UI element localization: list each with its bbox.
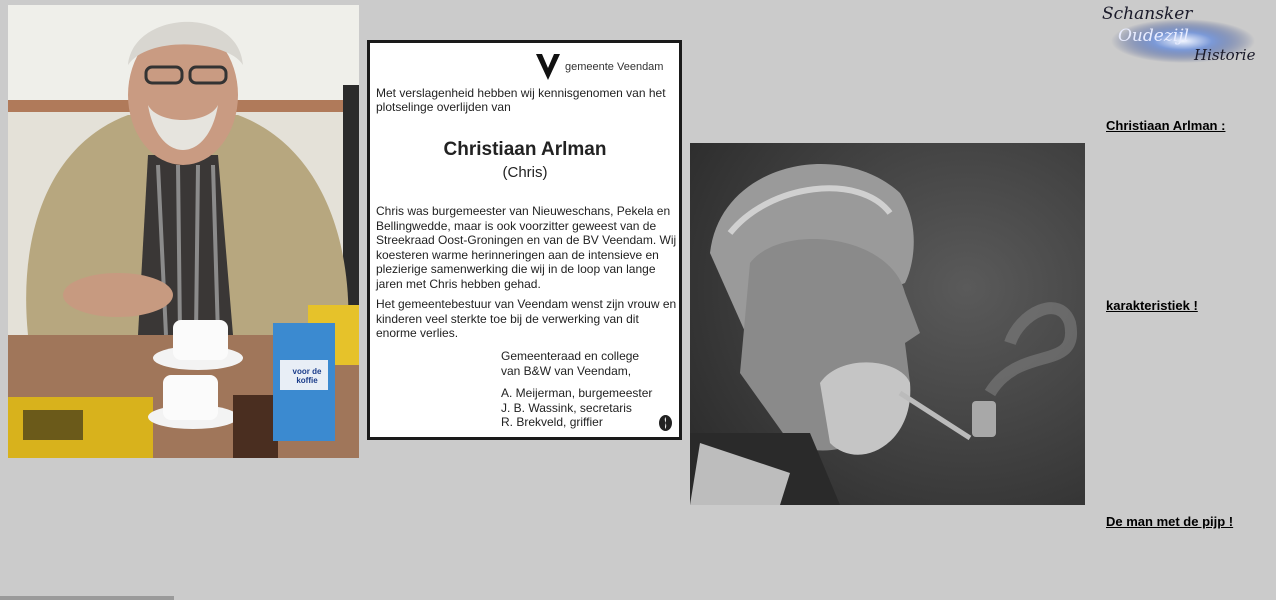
photo-man-at-table <box>8 5 359 458</box>
signatory-2: J. B. Wassink, secretaris <box>501 400 632 415</box>
signatory-1: A. Meijerman, burgemeester <box>501 386 653 400</box>
link-man-met-de-pijp[interactable]: De man met de pijp ! <box>1106 514 1234 529</box>
veendam-v-icon <box>534 52 562 82</box>
obituary-intro: Met verslagenheid hebben wij kennisgenomen van het plotselinge overlijden van <box>376 86 666 114</box>
link-christiaan-arlman[interactable]: Christiaan Arlman : <box>1106 118 1226 133</box>
flame-icon <box>658 414 673 432</box>
photo-man-at-table-image <box>8 5 359 458</box>
obituary-nickname: (Chris) <box>502 164 548 181</box>
gemeente-logo-text: gemeente Veendam <box>565 61 664 73</box>
obituary-card <box>367 40 682 440</box>
gemeente-logo <box>534 51 663 83</box>
obituary-paragraph-2: Het gemeentebestuur van Veendam wenst zijn vrouw en kinderen veel sterkte toe bij de verwerking van dit enorme verlies. <box>376 297 677 340</box>
logo-word-oudezijl: Oudezijl <box>1118 26 1189 46</box>
signature-line-1: Gemeenteraad en college <box>501 349 640 363</box>
signatory-3: R. Brekveld, griffier <box>501 415 603 429</box>
obituary-signatories <box>501 386 652 430</box>
obituary-signature-block <box>501 349 639 378</box>
photo-man-with-pipe-image <box>690 143 1085 505</box>
link-karakteristiek[interactable]: karakteristiek ! <box>1106 298 1198 313</box>
obituary-paragraph-1: Chris was burgemeester van Nieuweschans, Pekela en Bellingwedde, maar is ook voorzitter geweest van de Streekraad Oost-Groningen en van de BV Veendam. Wij koesteren warme herinneringen aan de intensieve en plezierige samenwerking die wij in de loop van lange jaren met Chris hebben gehad. <box>376 204 677 291</box>
signature-line-2: van B&W van Veendam, <box>501 363 632 378</box>
logo-word-schansker: Schansker <box>1102 4 1193 24</box>
site-logo[interactable] <box>1100 4 1270 66</box>
photo-man-with-pipe <box>690 143 1085 505</box>
logo-word-historie: Historie <box>1194 46 1256 64</box>
horizontal-scrollbar[interactable] <box>0 596 174 600</box>
milk-packet-label: voor de koffie <box>292 367 322 385</box>
obituary-name: Christiaan Arlman <box>443 139 607 160</box>
